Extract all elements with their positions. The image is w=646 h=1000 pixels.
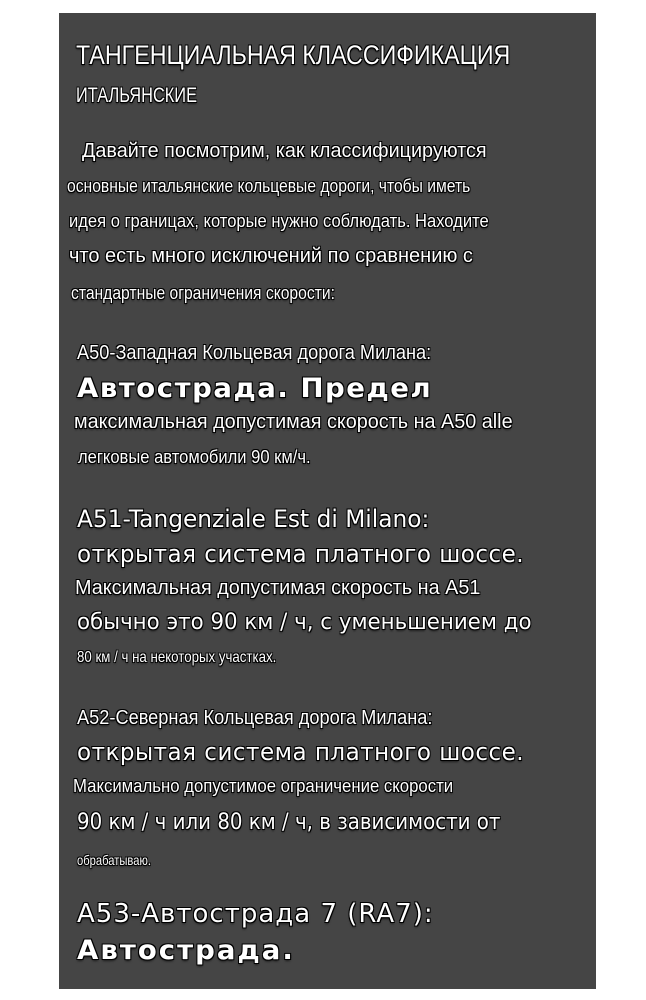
a52-line-1: Максимально допустимое ограничение скорости (73, 776, 454, 796)
a51-type: открытая система платного шоссе. (77, 540, 525, 568)
a50-line-1: максимальная допустимая скорость на A50 alle (74, 411, 513, 433)
a51-line-2: обычно это 90 км / ч, с уменьшением до (77, 610, 532, 635)
a52-line-3: обрабатываю. (77, 852, 151, 868)
a51-line-1: Максимальная допустимая скорость на A51 (75, 577, 481, 599)
a53-type: Автострада. (77, 935, 295, 966)
article-title-line-2: ИТАЛЬЯНСКИЕ (76, 84, 198, 107)
a51-line-3: 80 км / ч на некоторых участках. (77, 649, 277, 666)
a50-heading: А50-Западная Кольцевая дорога Милана: (77, 342, 432, 364)
a52-heading: А52-Северная Кольцевая дорога Милана: (77, 707, 433, 729)
a52-line-2: 90 км / ч или 80 км / ч, в зависимости от (77, 810, 501, 835)
intro-line-2: основные итальянские кольцевые дороги, чтобы иметь (67, 176, 471, 196)
intro-line-1: Давайте посмотрим, как классифицируются (82, 140, 487, 162)
a50-type: Автострада. Предел (77, 373, 433, 404)
article-title-line-1: ТАНГЕНЦИАЛЬНАЯ КЛАССИФИКАЦИЯ (76, 40, 511, 70)
intro-line-5: стандартные ограничения скорости: (71, 283, 335, 303)
a50-line-2: легковые автомобили 90 км/ч. (78, 447, 311, 467)
intro-line-4: что есть много исключений по сравнению с (69, 245, 473, 267)
a52-type: открытая система платного шоссе. (77, 738, 525, 766)
intro-line-3: идея о границах, которые нужно соблюдать. Находите (69, 211, 489, 231)
a51-heading: A51-Tangenziale Est di Milano: (77, 505, 430, 533)
a53-heading: А53-Автострада 7 (RA7): (77, 899, 434, 929)
